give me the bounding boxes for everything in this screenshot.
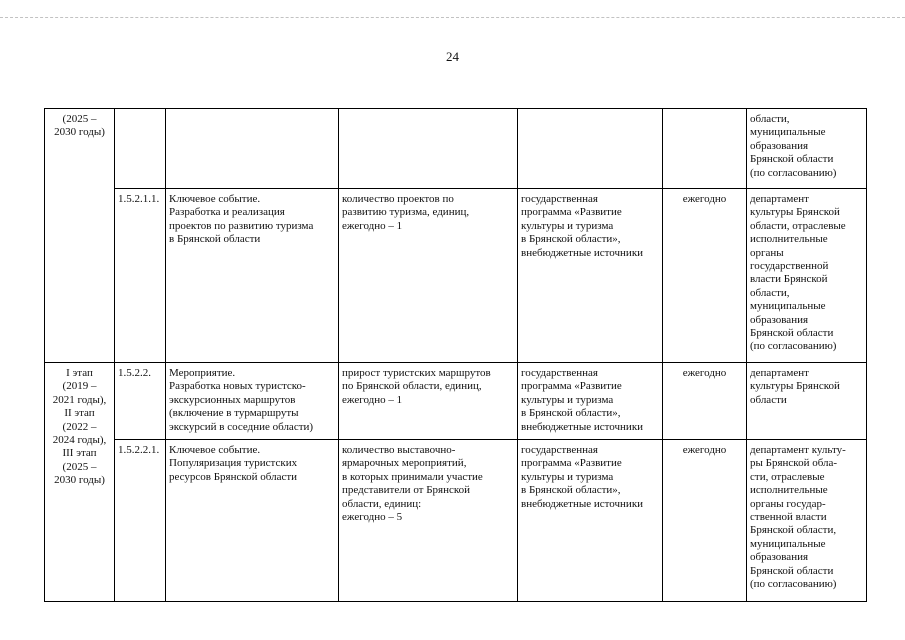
page-number: 24 xyxy=(446,49,459,64)
table-row xyxy=(45,363,867,440)
activity-cell xyxy=(166,109,339,189)
number-cell: 1.5.2.2. xyxy=(115,363,166,440)
frequency-cell: ежегодно xyxy=(663,440,747,602)
number-cell xyxy=(115,109,166,189)
table-row xyxy=(45,109,867,189)
stage-cell: I этап (2019 – 2021 годы), II этап (2022 – 2024 годы), III этап (2025 – 2030 годы) xyxy=(45,363,115,602)
activity-cell: Мероприятие. Разработка новых туристско- экскурсионных маршрутов (включение в турмаршруты экскурсий в соседние области) xyxy=(166,363,339,440)
scan-artifact-line xyxy=(0,17,905,20)
stage-cell: (2025 – 2030 годы) xyxy=(45,109,115,363)
number-cell: 1.5.2.1.1. xyxy=(115,189,166,363)
frequency-cell: ежегодно xyxy=(663,189,747,363)
number-cell: 1.5.2.2.1. xyxy=(115,440,166,602)
indicator-cell: прирост туристских маршрутов по Брянской области, единиц, ежегодно – 1 xyxy=(339,363,518,440)
source-cell: государственная программа «Развитие культуры и туризма в Брянской области», внебюджетные источники xyxy=(518,440,663,602)
table-row xyxy=(45,440,867,602)
activity-cell: Ключевое событие. Популяризация туристских ресурсов Брянской области xyxy=(166,440,339,602)
executor-cell: департамент культуры Брянской области xyxy=(747,363,867,440)
source-cell xyxy=(518,109,663,189)
table-row xyxy=(45,189,867,363)
executor-cell: департамент культуры Брянской области, отраслевые исполнительные органы государственной власти Брянской области, муниципальные образования Брянской области (по согласованию) xyxy=(747,189,867,363)
frequency-cell: ежегодно xyxy=(663,363,747,440)
indicator-cell xyxy=(339,109,518,189)
executor-cell: области, муниципальные образования Брянской области (по согласованию) xyxy=(747,109,867,189)
indicator-cell: количество выставочно- ярмарочных мероприятий, в которых принимали участие представители от Брянской области, единиц: ежегодно – 5 xyxy=(339,440,518,602)
executor-cell: департамент культу- ры Брянской обла- сти, отраслевые исполнительные органы государ- ственной власти Брянской области, муниципальные образования Брянской области (по согласованию) xyxy=(747,440,867,602)
source-cell: государственная программа «Развитие культуры и туризма в Брянской области», внебюджетные источники xyxy=(518,363,663,440)
indicator-cell: количество проектов по развитию туризма, единиц, ежегодно – 1 xyxy=(339,189,518,363)
activity-cell: Ключевое событие. Разработка и реализация проектов по развитию туризма в Брянской области xyxy=(166,189,339,363)
program-table xyxy=(44,108,867,602)
frequency-cell xyxy=(663,109,747,189)
source-cell: государственная программа «Развитие культуры и туризма в Брянской области», внебюджетные источники xyxy=(518,189,663,363)
